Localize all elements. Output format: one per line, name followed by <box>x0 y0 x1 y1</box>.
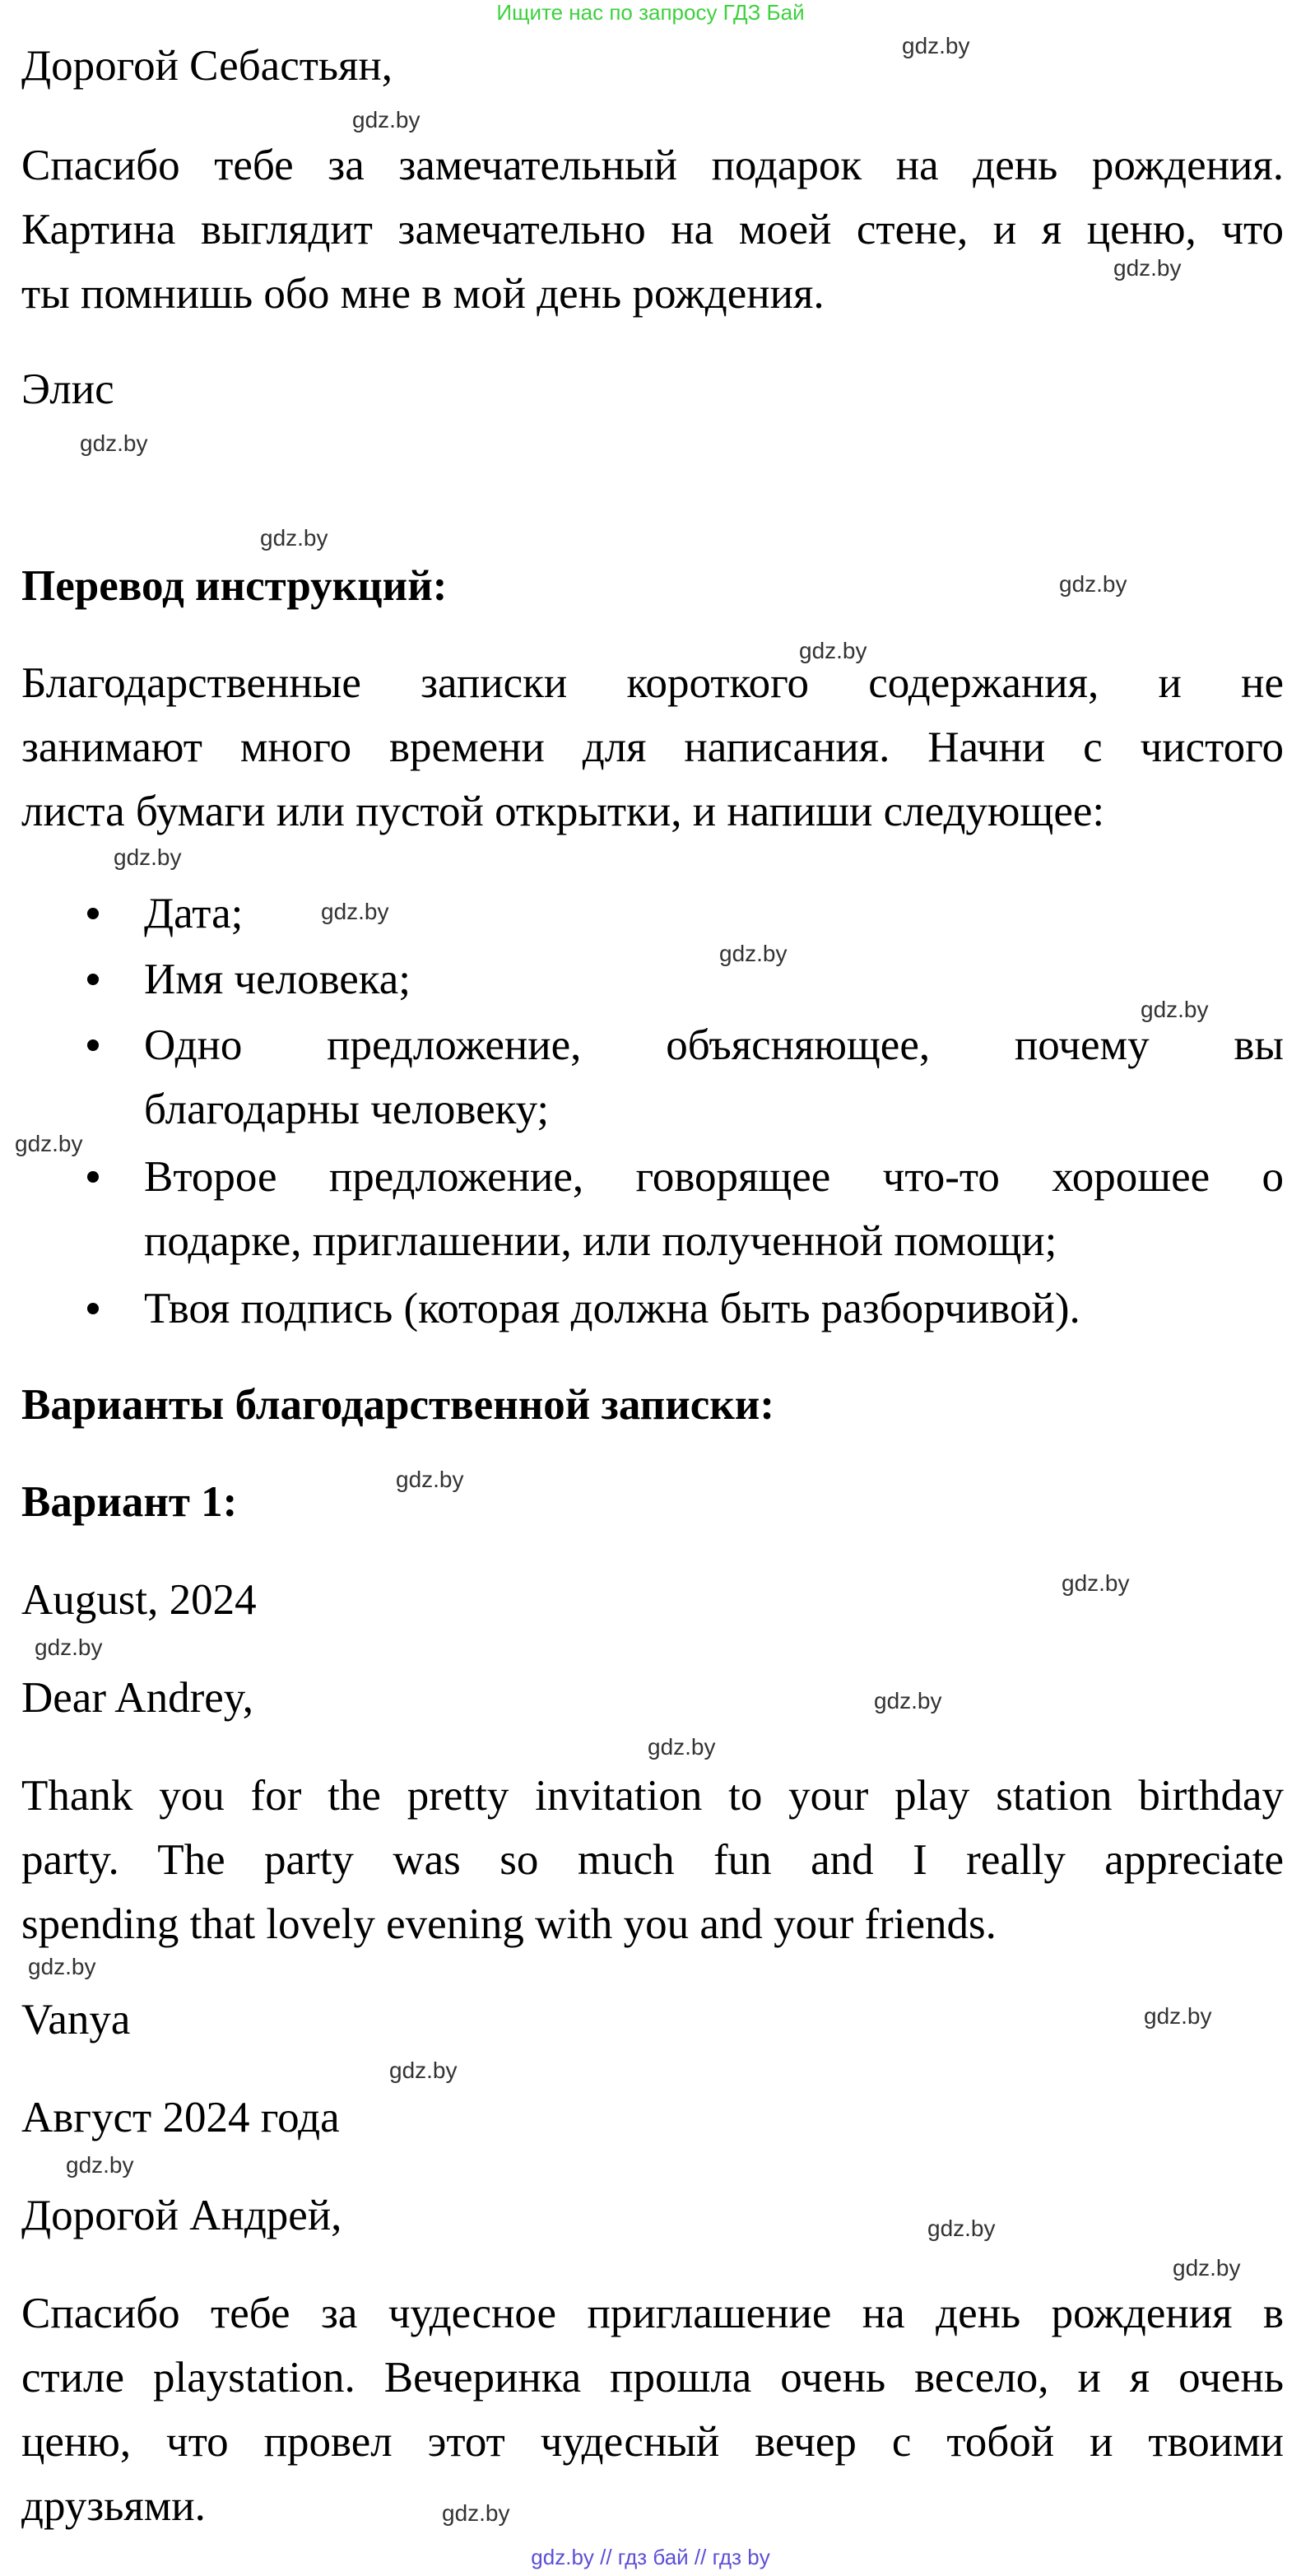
variant-1-ru-greeting: Дорогой Андрей, <box>21 2192 342 2239</box>
watermark: gdz.by <box>114 844 182 870</box>
instructions-heading: Перевод инструкций: <box>21 562 448 610</box>
watermark: gdz.by <box>927 2216 996 2241</box>
variant-1-en-body-line-3: spending that lovely evening with you and your friends. <box>21 1900 997 1948</box>
watermark: gdz.by <box>28 1954 96 1979</box>
top-banner[interactable]: Ищите нас по запросу ГДЗ Бай <box>496 0 805 25</box>
watermark: gdz.by <box>1141 997 1209 1022</box>
instructions-body-line-2: занимают много времени для написания. Начни с чистого <box>21 723 1284 771</box>
variant-1-ru-body-line-2: стиле playstation. Вечеринка прошла очень весело, и я очень <box>21 2354 1284 2402</box>
watermark: gdz.by <box>396 1467 464 1492</box>
letter-ru-body-line-1: Спасибо тебе за замечательный подарок на день рождения. <box>21 142 1284 189</box>
variant-1-ru-body-line-1: Спасибо тебе за чудесное приглашение на день рождения в <box>21 2290 1284 2337</box>
letter-ru-body-line-2: Картина выглядит замечательно на моей стене, и я ценю, что <box>21 206 1284 253</box>
variant-1-ru-body-line-4: друзьями. <box>21 2482 206 2530</box>
bullet-reason-line-1: Одно предложение, объясняющее, почему вы <box>144 1021 1284 1069</box>
watermark: gdz.by <box>321 899 389 924</box>
instructions-body-line-3: листа бумаги или пустой открытки, и напиши следующее: <box>21 788 1105 835</box>
bottom-banner[interactable]: gdz.by // гдз бай // гдз by <box>531 2545 770 2569</box>
variant-1-en-signature: Vanya <box>21 1996 131 2044</box>
bullet-second-line-2: подарке, приглашении, или полученной помощи; <box>144 1217 1057 1265</box>
watermark: gdz.by <box>352 107 421 133</box>
watermark: gdz.by <box>648 1734 716 1760</box>
letter-ru-greeting: Дорогой Себастьян, <box>21 42 393 90</box>
letter-ru-signature: Элис <box>21 365 114 413</box>
watermark: gdz.by <box>719 941 788 966</box>
bullet-dot <box>87 908 99 919</box>
watermark: gdz.by <box>389 2058 458 2083</box>
letter-ru-body-line-3: ты помнишь обо мне в мой день рождения. <box>21 270 825 318</box>
variant-1-ru-date: Август 2024 года <box>21 2094 340 2141</box>
bullet-dot <box>87 1303 99 1314</box>
variant-1-en-body-line-2: party. The party was so much fun and I really appreciate <box>21 1836 1284 1884</box>
watermark: gdz.by <box>442 2500 510 2526</box>
bullet-second-line-1: Второе предложение, говорящее что-то хорошее о <box>144 1153 1284 1201</box>
variant-1-en-date: August, 2024 <box>21 1576 257 1624</box>
bullet-dot <box>87 1039 99 1051</box>
bullet-dot <box>87 1171 99 1183</box>
bullet-name: Имя человека; <box>144 956 411 1003</box>
watermark: gdz.by <box>874 1688 942 1713</box>
bullet-dot <box>87 974 99 985</box>
watermark: gdz.by <box>1062 1570 1130 1596</box>
bullet-reason-line-2: благодарны человеку; <box>144 1086 550 1133</box>
variants-heading: Варианты благодарственной записки: <box>21 1381 774 1429</box>
bullet-date: Дата; <box>144 890 244 937</box>
watermark: gdz.by <box>1059 571 1127 597</box>
watermark: gdz.by <box>80 430 148 456</box>
variant-1-en-greeting: Dear Andrey, <box>21 1674 254 1722</box>
watermark: gdz.by <box>1144 2003 1212 2029</box>
watermark: gdz.by <box>1173 2255 1241 2281</box>
watermark: gdz.by <box>35 1634 103 1660</box>
variant-1-ru-body-line-3: ценю, что провел этот чудесный вечер с тобой и твоими <box>21 2418 1284 2466</box>
instructions-body-line-1: Благодарственные записки короткого содержания, и не <box>21 659 1284 707</box>
watermark: gdz.by <box>1113 255 1182 281</box>
watermark: gdz.by <box>902 33 970 58</box>
variant-1-en-body-line-1: Thank you for the pretty invitation to your play station birthday <box>21 1772 1284 1820</box>
variant-1-heading: Вариант 1: <box>21 1478 238 1526</box>
watermark: gdz.by <box>66 2152 134 2178</box>
watermark: gdz.by <box>799 638 867 663</box>
watermark: gdz.by <box>15 1131 83 1156</box>
bullet-signature: Твоя подпись (которая должна быть разборчивой). <box>144 1285 1080 1332</box>
watermark: gdz.by <box>260 525 328 551</box>
